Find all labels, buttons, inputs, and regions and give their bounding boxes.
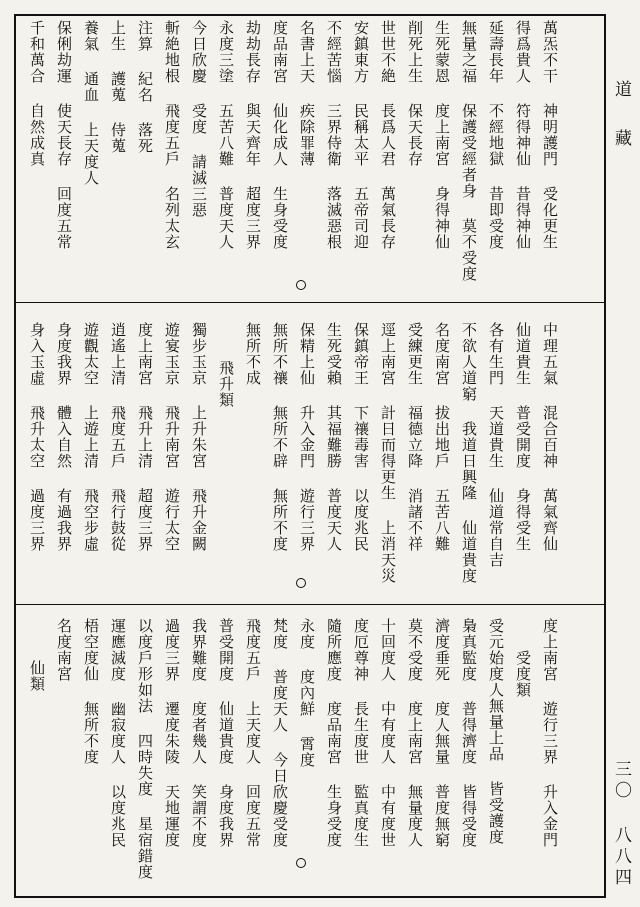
text-column: 遊宴玉京 飛升南宮 遊行太空 [163, 322, 181, 552]
text-column: 逕上南宮 計日而得更生 上消天災 [379, 322, 397, 584]
text-column: 梵度 普度天人 今日欣慶受度 [271, 618, 289, 848]
text-column: 永度三塗 五苦八難 普度天人 [217, 20, 235, 250]
circle-marker [296, 578, 306, 588]
text-column: 不經苦惱 三界侍衛 落滅惡根 [325, 20, 343, 250]
section-heading: 受度類 [514, 650, 532, 698]
text-column: 生死蒙恩 度上南宮 身得神仙 [433, 20, 451, 250]
text-column: 身入玉虛 飛升太空 過度三界 [28, 322, 46, 552]
circle-marker [296, 858, 306, 868]
text-column: 名度南宮 [55, 618, 73, 682]
text-column: 無量之福 保護受經者身 莫不受度 [460, 20, 478, 282]
text-column: 身度我界 體入自然 有過我界 [55, 322, 73, 552]
text-column: 無所不禳 無所不辟 無所不度 [271, 322, 289, 552]
text-column: 仙道貴生 普受開度 身得受生 [514, 322, 532, 552]
text-column: 普受開度 仙道貴度 身度我界 [217, 618, 235, 848]
text-column: 保鎮帝王 下禳毒害 以度兆民 [352, 322, 370, 552]
section-heading: 飛升類 [217, 360, 235, 408]
text-column: 十回度人 中有度人 中有度世 [379, 618, 397, 848]
text-column: 萬炁不干 神明護門 受化更生 [541, 20, 559, 250]
text-column: 受元始度人無量上品 皆受護度 [487, 618, 505, 845]
text-column: 劫劫長存 與天齊年 超度三界 [244, 20, 262, 250]
text-column: 濟度垂死 度人無量 普度無窮 [433, 618, 451, 848]
text-column: 養氣 通血 上天度人 [82, 20, 100, 186]
text-column: 名度南宮 拔出地戶 五苦八難 [433, 322, 451, 552]
text-column: 遊觀太空 上遊上清 飛空步虛 [82, 322, 100, 552]
text-column: 無所不成 [244, 322, 262, 386]
text-column: 度厄尊神 長生度世 監真度生 [352, 618, 370, 848]
text-column: 我界難度 度者幾人 笑謂不度 [190, 618, 208, 848]
text-column: 中理五氣 混合百神 萬氣齊仙 [541, 322, 559, 552]
block-divider [14, 604, 604, 605]
text-column: 永度 度內鮮 霄度 [298, 618, 316, 768]
text-column: 度上南宮 遊行三界 升入金門 [541, 618, 559, 848]
text-column: 保精上仙 升入金門 遊行三界 [298, 322, 316, 552]
text-column: 運應滅度 幽寂度人 以度兆民 [109, 618, 127, 848]
text-column: 以度戶形如法 四時失度 星宿錯度 [136, 618, 154, 880]
text-column: 梧空度仙 無所不度 [82, 618, 100, 765]
text-column: 度上南宮 飛升上清 超度三界 [136, 322, 154, 552]
book-title: 道 藏 [611, 80, 631, 152]
text-column: 千和萬合 自然成真 [28, 20, 46, 167]
text-column: 世世不絶 長爲人君 萬氣長存 [379, 20, 397, 250]
text-column: 斬絶地根 飛度五戶 名列太玄 [163, 20, 181, 250]
section-heading: 仙類 [28, 660, 46, 692]
text-column: 飛度五戶 上天度人 回度五常 [244, 618, 262, 848]
text-column: 安鎮東方 民稱太平 五帝司迎 [352, 20, 370, 250]
text-column: 注算 紀名 落死 [136, 20, 154, 154]
text-column: 獨步玉京 上升朱宮 飛升金闕 [190, 322, 208, 552]
text-column: 生死受賴 其福難勝 普度天人 [325, 322, 343, 552]
text-column: 不欲人道窮 我道日興隆 仙道貴度 [460, 322, 478, 584]
text-column: 名書上天 疾除罪薄 [298, 20, 316, 167]
text-column: 保俐劫運 使天長存 回度五常 [55, 20, 73, 250]
text-column: 隨所應度 度品南宮 生身受度 [325, 618, 343, 848]
block-divider [14, 302, 604, 303]
text-column: 逍遙上清 飛度五戶 飛行鼓從 [109, 322, 127, 552]
text-column: 得爲貴人 符得神仙 昔得神仙 [514, 20, 532, 250]
text-column: 上生 護蒐 侍蒐 [109, 20, 127, 154]
text-column: 過度三界 遷度朱陵 天地運度 [163, 618, 181, 848]
text-column: 受練更生 福德立降 消諸不祥 [406, 322, 424, 552]
text-column: 莫不受度 度上南宮 無量度人 [406, 618, 424, 848]
text-column: 削死上生 保天長存 [406, 20, 424, 167]
text-column: 各有生門 天道貴生 仙道常自吉 [487, 322, 505, 568]
circle-marker [296, 280, 306, 290]
text-column: 梟真監度 普得濟度 皆得受度 [460, 618, 478, 848]
page-number: 三〇 八八四 [611, 760, 631, 889]
text-column: 延壽長年 不經地獄 昔即受度 [487, 20, 505, 250]
text-column: 度品南宮 仙化成人 生身受度 [271, 20, 289, 250]
text-column: 今日欣慶 受度 請滅三惡 [190, 20, 208, 218]
